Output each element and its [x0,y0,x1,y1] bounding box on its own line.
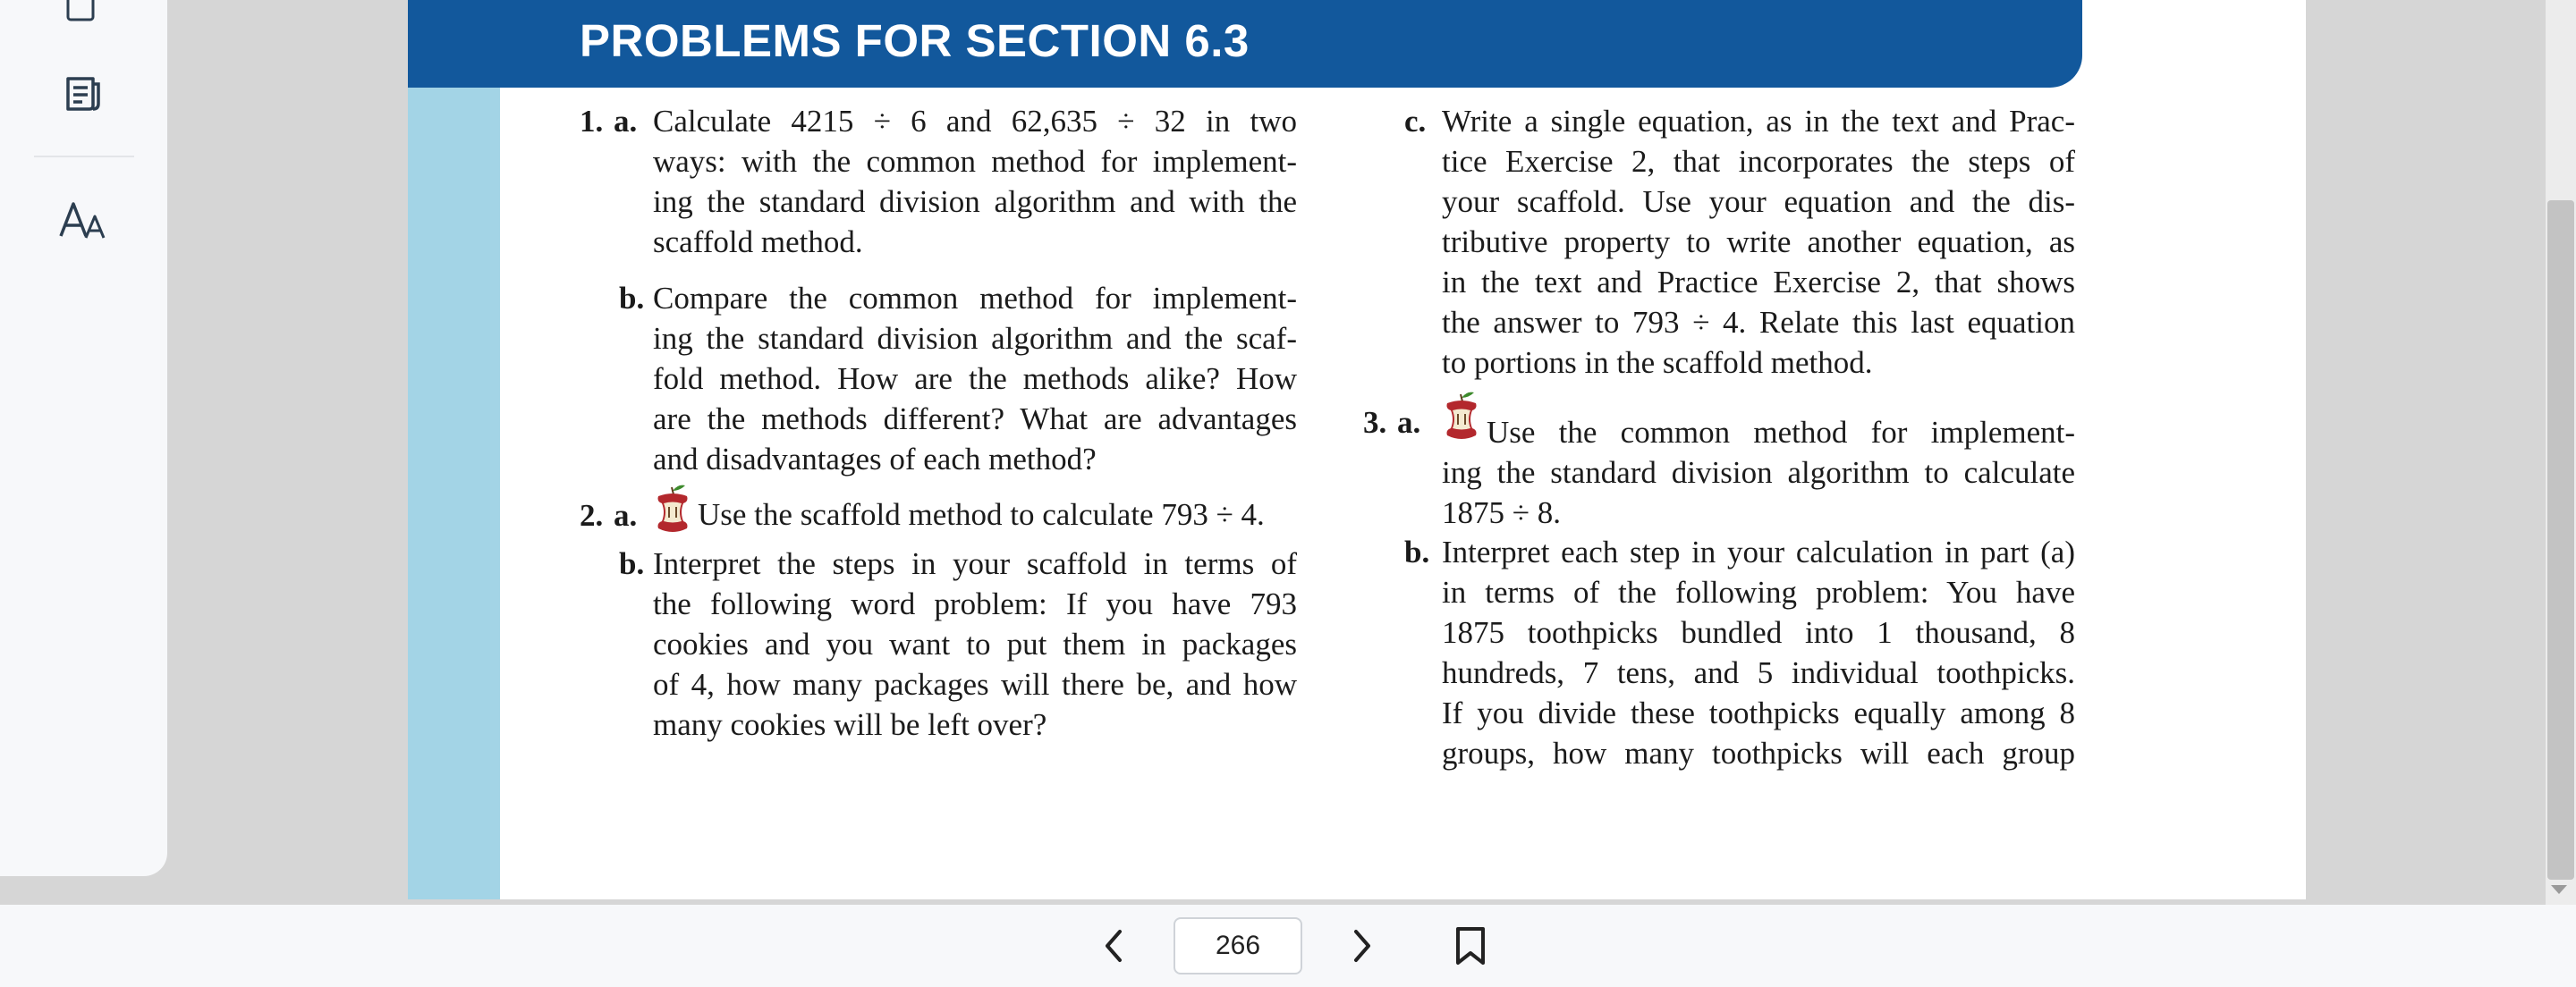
text-line: Interpret each step in your calculation in part (a) [1442,535,2075,569]
text-line: scaffold method. [653,224,863,259]
text-line: groups, how many toothpicks will each group [1442,736,2075,771]
apple-core-icon [653,482,692,545]
text-line: 1875 ÷ 8. [1442,495,1561,530]
part-label: a. [614,498,638,533]
bookmark-icon[interactable] [1444,921,1497,971]
text-line: to portions in the scaffold method. [1442,345,1873,380]
sidebar [0,0,167,876]
problem-1a-text [653,101,1297,262]
chevron-right-icon[interactable] [1335,921,1388,971]
part-label: b. [619,546,645,581]
section-header [408,0,2082,88]
scrollbar-thumb[interactable] [2547,200,2574,880]
text-line: the answer to 793 ÷ 4. Relate this last equation [1442,305,2075,340]
text-line: are the methods different? What are advantages [653,401,1297,436]
text-line: fold method. How are the methods alike? How [653,361,1297,396]
part-label: a. [614,104,638,139]
problem-2b-text [653,544,1297,745]
chevron-left-icon[interactable] [1088,921,1141,971]
text-line: of 4, how many packages will there be, and how [653,667,1297,702]
text-line: Calculate 4215 ÷ 6 and 62,635 ÷ 32 in two [653,104,1297,139]
text-line: Interpret the steps in your scaffold in terms of [653,546,1297,581]
text-line-with-icon [1442,389,2075,452]
sidebar-divider [34,156,134,157]
scroll-down-arrow-icon[interactable] [2551,885,2567,894]
text-line: ing the standard division algorithm and the scaf- [653,321,1297,356]
text-line: cookies and you want to put them in packages [653,627,1297,662]
text-line: tributive property to write another equation, as [1442,224,2075,259]
problem-1b-text [653,278,1297,479]
problem-number: 1. [580,104,604,139]
text-line: ing the standard division algorithm to calculate [1442,455,2075,490]
problem-number: 2. [580,498,604,533]
text-size-icon[interactable] [55,193,109,247]
text-line: in the text and Practice Exercise 2, that shows [1442,265,2075,299]
problem-2a-text [653,482,1315,545]
text-line: Use the scaffold method to calculate 793 ÷ 4. [698,497,1265,532]
text-line: Use the common method for implement- [1487,415,2075,450]
page-margin-band [408,0,500,899]
problem-number: 3. [1363,405,1387,440]
text-line: ing the standard division algorithm and with the [653,184,1297,219]
apple-core-icon [1442,389,1481,452]
notes-icon[interactable] [55,66,109,120]
text-line: the following word problem: If you have 793 [653,586,1297,621]
text-line: Write a single equation, as in the text and Prac- [1442,104,2075,139]
part-label: b. [1404,535,1430,569]
text-line: If you divide these toothpicks equally among 8 [1442,696,2075,730]
problem-3a-text [1442,389,2075,533]
page-number-input[interactable] [1174,917,1302,974]
text-line: in terms of the following problem: You have [1442,575,2075,610]
toc-icon[interactable] [55,0,109,32]
part-label: b. [619,281,645,316]
problem-2c-text [1442,101,2075,383]
part-label: a. [1397,405,1421,440]
text-line: tice Exercise 2, that incorporates the steps of [1442,144,2075,179]
text-line: and disadvantages of each method? [653,442,1097,477]
text-line: hundreds, 7 tens, and 5 individual toothpicks. [1442,655,2075,690]
problem-3b-text [1442,532,2075,773]
text-line: many cookies will be left over? [653,707,1047,742]
section-title: PROBLEMS FOR SECTION 6.3 [580,15,1250,66]
text-line: 1875 toothpicks bundled into 1 thousand, 8 [1442,615,2075,650]
text-line: ways: with the common method for implement- [653,144,1297,179]
part-label: c. [1404,104,1427,139]
text-line: Compare the common method for implement- [653,281,1297,316]
text-line: your scaffold. Use your equation and the dis- [1442,184,2075,219]
book-page [408,0,2306,899]
